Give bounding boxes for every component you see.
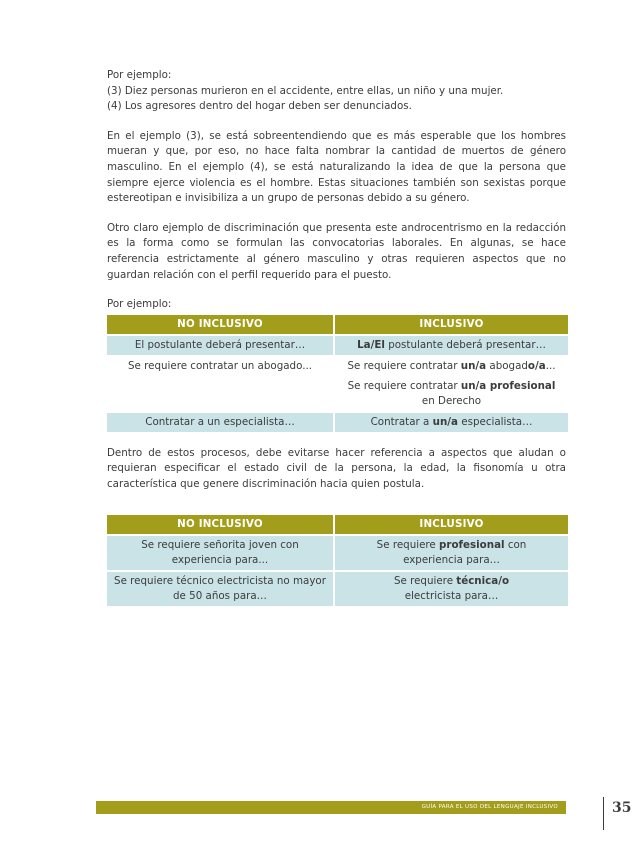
cell-text: Se requiere contratar bbox=[347, 359, 461, 372]
page-number-divider bbox=[603, 797, 604, 830]
bold-term: técnica/o bbox=[456, 574, 510, 587]
table-cell: Se requiere contratar un abogado... bbox=[107, 355, 333, 376]
text-line: (3) Diez personas murieron en el accidente, entre ellas, un niño y una mujer. bbox=[107, 84, 504, 97]
cell-text: con bbox=[504, 538, 527, 551]
cell-text: Se requiere técnico electricista no mayor bbox=[114, 574, 326, 587]
cell-text: electricista para… bbox=[404, 589, 499, 602]
cell-text: ... bbox=[545, 359, 556, 372]
cell-text: Se requiere contratar bbox=[347, 379, 461, 392]
column-header-inclusive: INCLUSIVO bbox=[335, 515, 568, 534]
androcentrism-paragraph: Otro claro ejemplo de discriminación que presenta este androcentrismo en la redacción es la forma como se formulan las convocatorias laborales. En algunas, se hace referencia estrictamente al género masculino y otras requieren aspectos que no guardan relación con el perfil requerido para el puesto. bbox=[107, 221, 566, 281]
example-paragraph-1 bbox=[107, 68, 566, 115]
table-row bbox=[107, 334, 568, 355]
bold-term: La/El bbox=[357, 338, 385, 351]
table-row bbox=[107, 570, 568, 606]
cell-text: abogad bbox=[486, 359, 528, 372]
explanation-paragraph: En el ejemplo (3), se está sobreentendiendo que es más esperable que los hombres mueran y que, por eso, no hace falta nombrar la cantidad de muertos de género masculino. En el ejemplo (4), se está naturalizando la idea de que la persona que siempre ejerce violencia es el hombre. Estas situaciones también son sexistas porque estereotipan e invisibiliza a un grupo de personas debido a su género. bbox=[107, 129, 566, 205]
age-gender-comparison-table bbox=[105, 515, 570, 606]
table-row bbox=[107, 534, 568, 570]
table-row bbox=[107, 411, 568, 432]
bold-term: un/a profesional bbox=[460, 379, 556, 392]
table-cell bbox=[107, 570, 333, 606]
table-cell: Contratar a un especialista… bbox=[107, 411, 333, 432]
text-line: (4) Los agresores dentro del hogar deben ser denunciados. bbox=[107, 100, 412, 113]
table-cell-empty bbox=[107, 376, 333, 411]
column-header-non-inclusive: NO INCLUSIVO bbox=[107, 515, 333, 534]
discrimination-paragraph: Dentro de estos procesos, debe evitarse hacer referencia a aspectos que aludan o requieran especificar el estado civil de la persona, la edad, la fisonomía u otra característica que genere discriminación hacia quien postula. bbox=[107, 446, 566, 490]
page-number: 35 bbox=[612, 800, 632, 816]
table-cell bbox=[335, 355, 568, 376]
cell-text: Se requiere señorita joven con bbox=[141, 538, 299, 551]
cell-text: de 50 años para… bbox=[173, 589, 267, 602]
table-row bbox=[107, 376, 568, 411]
table-cell bbox=[107, 534, 333, 570]
table-cell bbox=[335, 376, 568, 411]
table-cell: El postulante deberá presentar… bbox=[107, 334, 333, 355]
cell-text: Se requiere bbox=[376, 538, 440, 551]
bold-term: un/a bbox=[460, 359, 487, 372]
bold-term: profesional bbox=[439, 538, 505, 551]
bold-term: o/a bbox=[527, 359, 546, 372]
bold-term: un/a bbox=[432, 415, 458, 428]
table-cell bbox=[335, 534, 568, 570]
job-ads-comparison-table bbox=[105, 315, 570, 432]
page-content bbox=[107, 68, 566, 606]
table-row bbox=[107, 355, 568, 376]
cell-text: Se requiere bbox=[393, 574, 457, 587]
cell-text: postulante deberá presentar… bbox=[384, 338, 546, 351]
table-cell bbox=[335, 570, 568, 606]
column-header-inclusive: INCLUSIVO bbox=[335, 315, 568, 334]
example-label: Por ejemplo: bbox=[107, 298, 172, 311]
table-cell bbox=[335, 334, 568, 355]
column-header-non-inclusive: NO INCLUSIVO bbox=[107, 315, 333, 334]
table-cell bbox=[335, 411, 568, 432]
cell-text: experiencia para… bbox=[403, 553, 500, 566]
footer-bar bbox=[96, 801, 566, 814]
cell-text: en Derecho bbox=[421, 394, 482, 407]
cell-text: experiencia para... bbox=[171, 553, 269, 566]
cell-text: Contratar a bbox=[370, 415, 433, 428]
text-line: Por ejemplo: bbox=[107, 69, 172, 81]
cell-text: especialista… bbox=[458, 415, 533, 428]
footer-title: GUÍA PARA EL USO DEL LENGUAJE INCLUSIVO bbox=[421, 804, 558, 810]
